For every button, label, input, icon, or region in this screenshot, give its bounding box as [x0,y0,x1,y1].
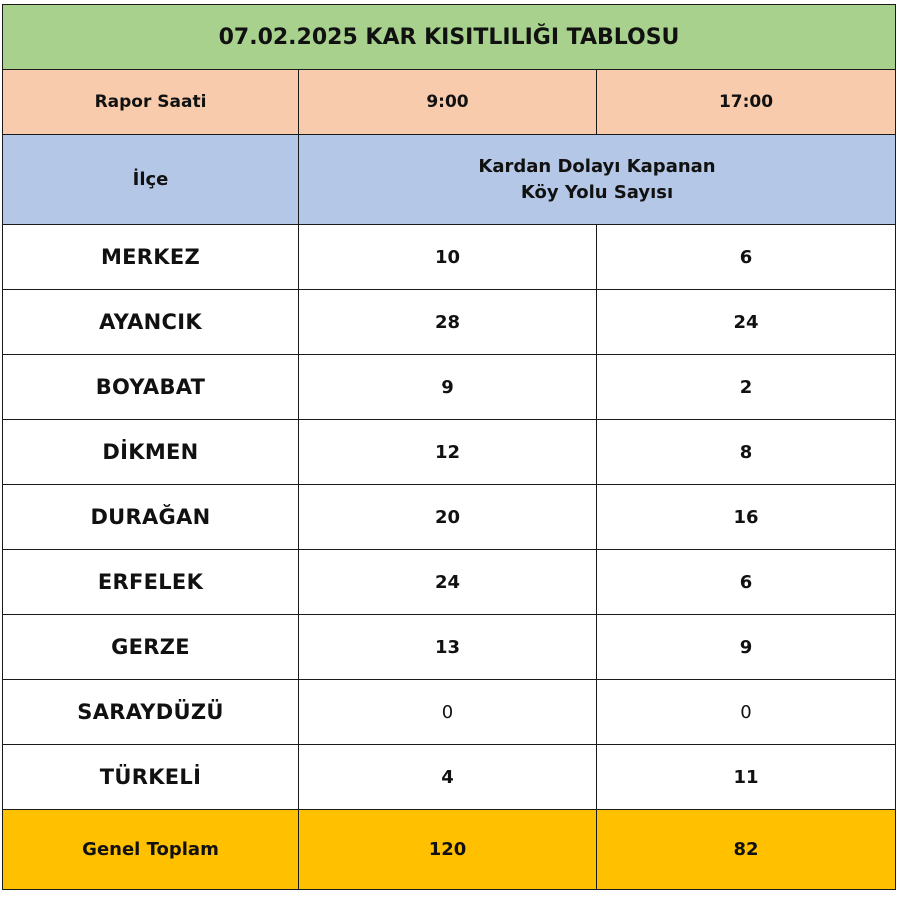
report-time-first: 9:00 [299,70,597,135]
closed-roads-second: 9 [597,615,896,680]
header-row [3,135,896,225]
closed-roads-second: 0 [597,680,896,745]
district-name: GERZE [3,615,299,680]
table-row [3,290,896,355]
closed-roads-second: 8 [597,420,896,485]
closed-roads-second: 6 [597,550,896,615]
closed-roads-first: 24 [299,550,597,615]
district-name: TÜRKELİ [3,745,299,810]
closed-roads-second: 11 [597,745,896,810]
table-row [3,420,896,485]
closed-roads-first: 12 [299,420,597,485]
table-row [3,550,896,615]
closed-roads-header-line2: Köy Yolu Sayısı [520,181,674,203]
total-row [3,810,896,890]
table-row [3,485,896,550]
district-name: DURAĞAN [3,485,299,550]
closed-roads-first: 10 [299,225,597,290]
table-title: 07.02.2025 KAR KISITLILIĞI TABLOSU [3,5,896,70]
table-row [3,680,896,745]
table-row [3,745,896,810]
closed-roads-second: 6 [597,225,896,290]
snow-restriction-table [2,4,896,890]
closed-roads-first: 13 [299,615,597,680]
closed-roads-first: 20 [299,485,597,550]
closed-roads-first: 28 [299,290,597,355]
district-name: DİKMEN [3,420,299,485]
district-name: ERFELEK [3,550,299,615]
report-time-label: Rapor Saati [3,70,299,135]
closed-roads-second: 16 [597,485,896,550]
table-row [3,615,896,680]
closed-roads-second: 2 [597,355,896,420]
total-label: Genel Toplam [3,810,299,890]
closed-roads-header-line1: Kardan Dolayı Kapanan [478,155,716,177]
district-name: BOYABAT [3,355,299,420]
closed-roads-first: 0 [299,680,597,745]
total-second: 82 [597,810,896,890]
district-name: AYANCIK [3,290,299,355]
district-header: İlçe [3,135,299,225]
data-rows [3,225,896,810]
closed-roads-first: 9 [299,355,597,420]
report-time-second: 17:00 [597,70,896,135]
total-first: 120 [299,810,597,890]
closed-roads-second: 24 [597,290,896,355]
closed-roads-first: 4 [299,745,597,810]
title-row [3,5,896,70]
closed-roads-header [299,135,896,225]
district-name: MERKEZ [3,225,299,290]
report-time-row [3,70,896,135]
district-name: SARAYDÜZÜ [3,680,299,745]
table-row [3,355,896,420]
table-row [3,225,896,290]
